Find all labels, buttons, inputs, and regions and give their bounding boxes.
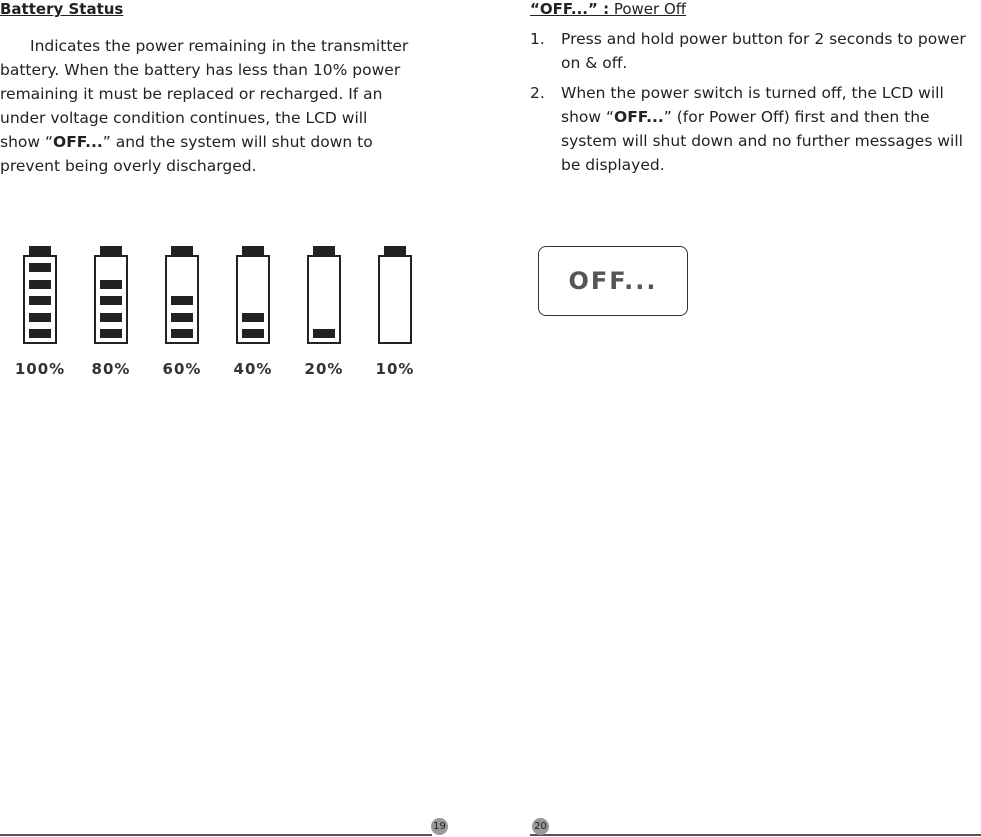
step-2-number: 2.: [530, 84, 545, 102]
power-off-heading-bold: “OFF...” :: [530, 0, 610, 18]
battery-percent-label: 100%: [14, 360, 66, 378]
battery-icon: [304, 246, 344, 378]
para-line-4: under voltage condition continues, the LCD will: [0, 109, 368, 127]
battery-cap: [171, 246, 193, 255]
battery-percent-label: 60%: [162, 360, 202, 378]
page-number-19: 19: [431, 818, 448, 835]
battery-level-bar: [100, 296, 122, 305]
battery-icon: [233, 246, 273, 378]
battery-level-bar: [171, 313, 193, 322]
page-number-20: 20: [532, 818, 549, 835]
battery-level-bar: [29, 296, 51, 305]
step-2-text-post: ” (for Power Off) first and then the system will shut down and no further messages will be displayed.: [561, 108, 963, 174]
battery-cap: [29, 246, 51, 255]
battery-status-heading: Battery Status: [0, 0, 124, 18]
left-page: [0, 0, 470, 837]
right-page: [530, 0, 981, 837]
battery-percent-label: 20%: [304, 360, 344, 378]
battery-level-icons: [14, 246, 440, 386]
power-off-heading-normal: Power Off: [609, 0, 687, 18]
battery-cap: [384, 246, 406, 255]
step-2: [530, 81, 981, 177]
battery-level-bar: [242, 313, 264, 322]
battery-cap: [313, 246, 335, 255]
lcd-display-off: OFF...: [538, 246, 688, 316]
battery-level-bar: [29, 313, 51, 322]
footer-rule-left: [0, 834, 432, 836]
battery-level-bar: [29, 263, 51, 272]
para-line-2: battery. When the battery has less than 10% power: [0, 61, 401, 79]
battery-body: [23, 255, 57, 344]
battery-level-bar: [100, 329, 122, 338]
battery-level-bar: [171, 296, 193, 305]
para-line-5-pre: show “: [0, 133, 54, 151]
step-1-number: 1.: [530, 30, 545, 48]
battery-body: [165, 255, 199, 344]
step-1-text: Press and hold power button for 2 seconds to power on & off.: [561, 30, 966, 72]
battery-body: [236, 255, 270, 344]
battery-level-bar: [29, 329, 51, 338]
step-2-text-pre: When the power switch is turned off, the LCD will show “: [561, 84, 944, 126]
step-2-off-text: OFF...: [614, 108, 664, 126]
footer-rule-right: [530, 834, 981, 836]
para-line-5-post: ” and the system will shut down to: [102, 133, 373, 151]
battery-status-paragraph: [0, 34, 460, 178]
step-1: [530, 27, 981, 75]
battery-cap: [100, 246, 122, 255]
battery-level-bar: [242, 329, 264, 338]
battery-level-bar: [100, 280, 122, 289]
battery-icon: [14, 246, 66, 378]
battery-body: [378, 255, 412, 344]
power-off-steps: [530, 27, 981, 183]
battery-level-bar: [313, 329, 335, 338]
battery-level-bar: [29, 280, 51, 289]
battery-body: [94, 255, 128, 344]
battery-body: [307, 255, 341, 344]
para-line-6: prevent being overly discharged.: [0, 157, 257, 175]
para-line-1: Indicates the power remaining in the transmitter: [30, 37, 409, 55]
battery-icon: [375, 246, 415, 378]
battery-level-bar: [171, 329, 193, 338]
battery-cap: [242, 246, 264, 255]
battery-icon: [162, 246, 202, 378]
battery-icon: [91, 246, 131, 378]
battery-percent-label: 40%: [233, 360, 273, 378]
battery-percent-label: 10%: [375, 360, 415, 378]
off-inline-text: OFF...: [53, 133, 103, 151]
power-off-heading: [530, 0, 981, 18]
battery-level-bar: [100, 313, 122, 322]
battery-percent-label: 80%: [91, 360, 131, 378]
para-line-3: remaining it must be replaced or recharged. If an: [0, 85, 383, 103]
